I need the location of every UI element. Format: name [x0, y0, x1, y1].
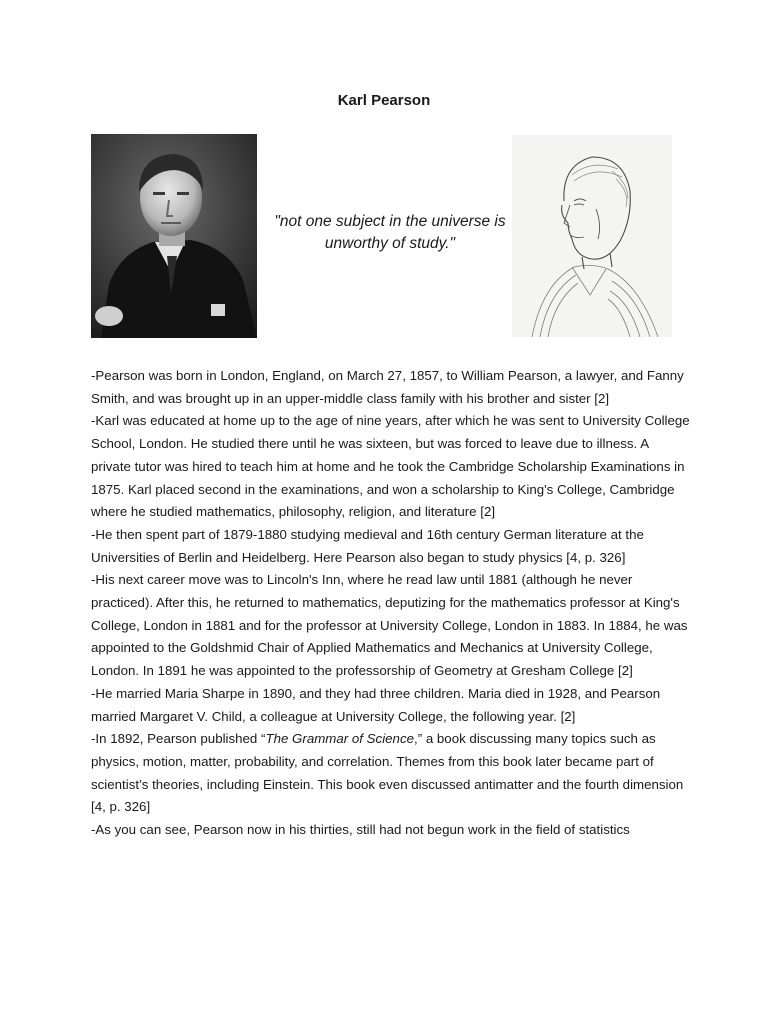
- pearson-quote: "not one subject in the universe is unworthy of study.": [274, 213, 506, 252]
- portrait-sketch-icon: [512, 135, 672, 337]
- paragraph-birth: -Pearson was born in London, England, on March 27, 1857, to William Pearson, a lawyer, and Fanny Smith, and was brought up in an upper-middle class family with his brother and sister [2]: [91, 368, 684, 406]
- page-title: Karl Pearson: [337, 92, 431, 109]
- portrait-photograph-icon: [91, 134, 257, 338]
- paragraph-germany: -He then spent part of 1879-1880 studying medieval and 16th century German literature at the Universities of Berlin and Heidelberg. Here Pearson also began to study physics [4, p. 326]: [91, 526, 644, 565]
- paragraph-grammar-of-science: [91, 728, 691, 819]
- portrait-photo-young: [91, 134, 257, 338]
- body-text: [91, 365, 691, 842]
- paragraph-marriage: -He married Maria Sharpe in 1890, and they had three children. Maria died in 1928, and Pearson married Margaret V. Child, a colleague at University College, the following year. [2]: [91, 685, 661, 724]
- paragraph-statistics: -As you can see, Pearson now in his thirties, still had not begun work in the field of statistics: [91, 822, 630, 838]
- paragraph-career: -His next career move was to Lincoln's Inn, where he read law until 1881 (although he never practiced). After this, he returned to mathematics, deputizing for the mathematics professor at King's College, London in 1881 and for the professor at University College, London in 1883. In 1884, he was appointed to the Goldshmid Chair of Applied Mathematics and Mechanics at University College, London. In 1891 he was appointed to the professorship of Geometry at Gresham College [2]: [91, 572, 688, 679]
- portrait-sketch-old: [512, 135, 672, 337]
- grammar-text-after: ,” a book discussing many topics such as physics, motion, matter, probability, and correlation. Themes from this book later became part of scientist’s theories, including Einstein. This book even discussed antimatter and the fourth dimension [4, p. 326]: [91, 731, 684, 815]
- grammar-text-before: -In 1892, Pearson published “: [91, 731, 266, 747]
- paragraph-education: -Karl was educated at home up to the age of nine years, after which he was sent to University College School, London. He studied there until he was sixteen, but was forced to leave due to illness. A private tutor was hired to teach him at home and he took the Cambridge Scholarship Examinations in 1875. Karl placed second in the examinations, and won a scholarship to King's College, Cambridge where he studied mathematics, philosophy, religion, and literature [2]: [91, 413, 690, 520]
- book-title: The Grammar of Science: [265, 731, 414, 747]
